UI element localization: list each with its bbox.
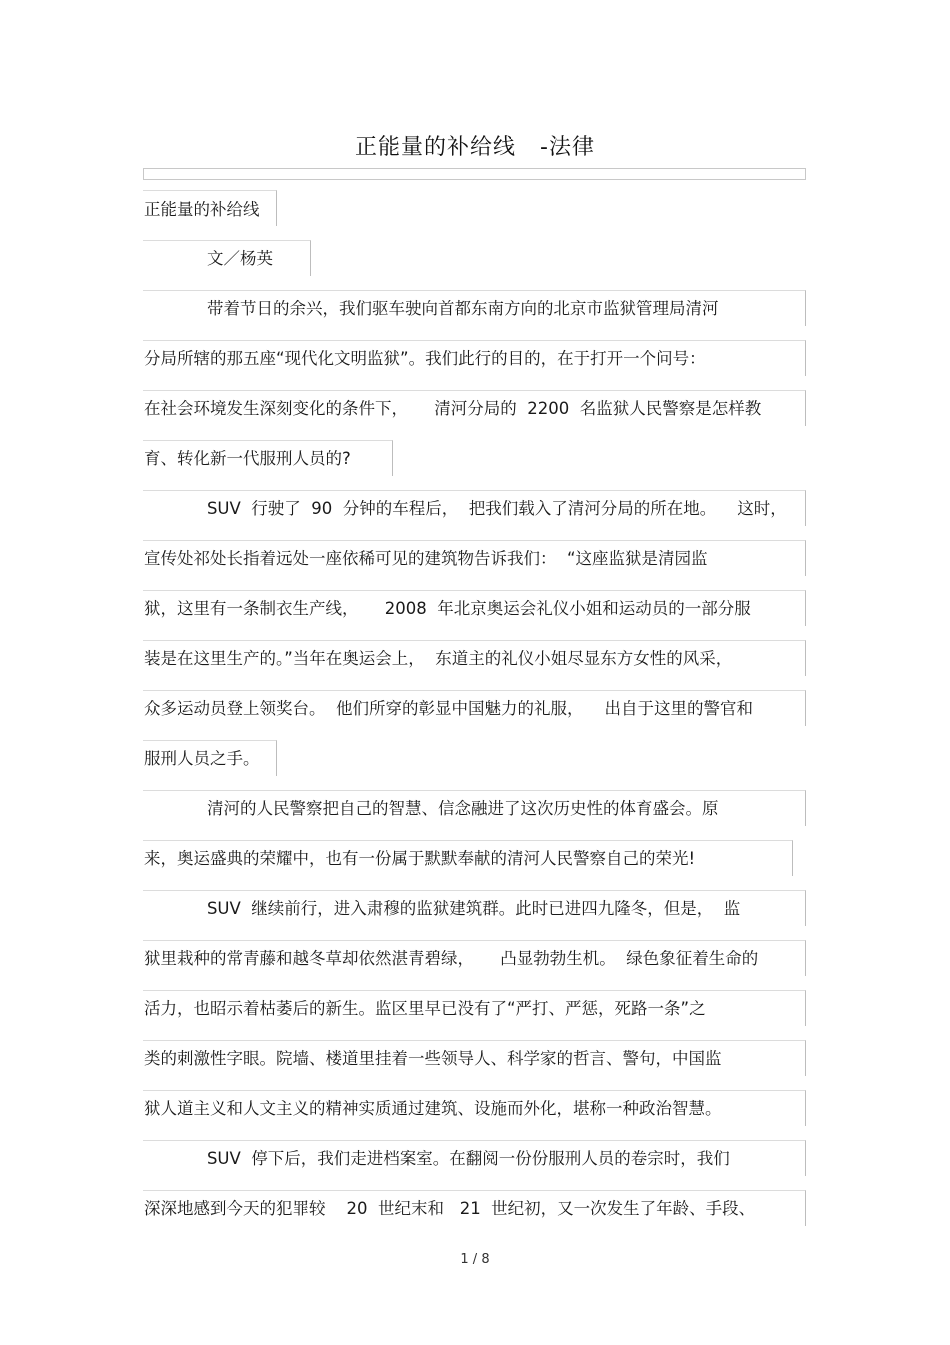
body-line: SUV 停下后，我们走进档案室。在翻阅一份份服刑人员的卷宗时，我们	[144, 1149, 730, 1168]
body-line: 狱，这里有一条制衣生产线， 2008 年北京奥运会礼仪小姐和运动员的一部分服	[144, 599, 751, 618]
body-line: 清河的人民警察把自己的智慧、信念融进了这次历史性的体育盛会。原	[144, 799, 719, 818]
body-line: 宣传处祁处长指着远处一座依稀可见的建筑物告诉我们： “这座监狱是清园监	[144, 549, 708, 568]
page-number: 1 / 8	[460, 1252, 490, 1267]
article-heading: 正能量的补给线	[144, 200, 260, 219]
body-line: 深深地感到今天的犯罪较 20 世纪末和 21 世纪初，又一次发生了年龄、手段、	[144, 1199, 756, 1218]
document-title: 正能量的补给线 -法律	[355, 135, 595, 160]
body-line: 装是在这里生产的。”当年在奥运会上， 东道主的礼仪小姐尽显东方女性的风采，	[144, 649, 733, 668]
body-line: 在社会环境发生深刻变化的条件下， 清河分局的 2200 名监狱人民警察是怎样教	[144, 399, 762, 418]
body-line: 狱人道主义和人文主义的精神实质通过建筑、设施而外化，堪称一种政治智慧。	[144, 1099, 722, 1118]
body-line: 来，奥运盛典的荣耀中，也有一份属于默默奉献的清河人民警察自己的荣光!	[144, 849, 696, 868]
body-line: 众多运动员登上领奖台。 他们所穿的彰显中国魅力的礼服， 出自于这里的警官和	[144, 699, 753, 718]
body-line: 类的刺激性字眼。院墙、楼道里挂着一些领导人、科学家的哲言、警句，中国监	[144, 1049, 722, 1068]
body-line: 育、转化新一代服刑人员的?	[144, 449, 351, 468]
body-line: 服刑人员之手。	[144, 749, 260, 768]
body-line: 狱里栽种的常青藤和越冬草却依然湛青碧绿， 凸显勃勃生机。 绿色象征着生命的	[144, 949, 759, 968]
body-line: 活力，也昭示着枯萎后的新生。监区里早已没有了“严打、严惩，死路一条”之	[144, 999, 706, 1018]
body-line: SUV 行驶了 90 分钟的车程后， 把我们载入了清河分局的所在地。 这时，	[144, 499, 787, 518]
body-line: 带着节日的余兴，我们驱车驶向首都东南方向的北京市监狱管理局清河	[144, 299, 719, 318]
author-line: 文／杨英	[144, 249, 273, 268]
body-line: SUV 继续前行，进入肃穆的监狱建筑群。此时已进四九隆冬，但是， 监	[144, 899, 741, 918]
body-line: 分局所辖的那五座“现代化文明监狱”。我们此行的目的，在于打开一个问号：	[144, 349, 706, 368]
title-divider	[143, 168, 806, 180]
